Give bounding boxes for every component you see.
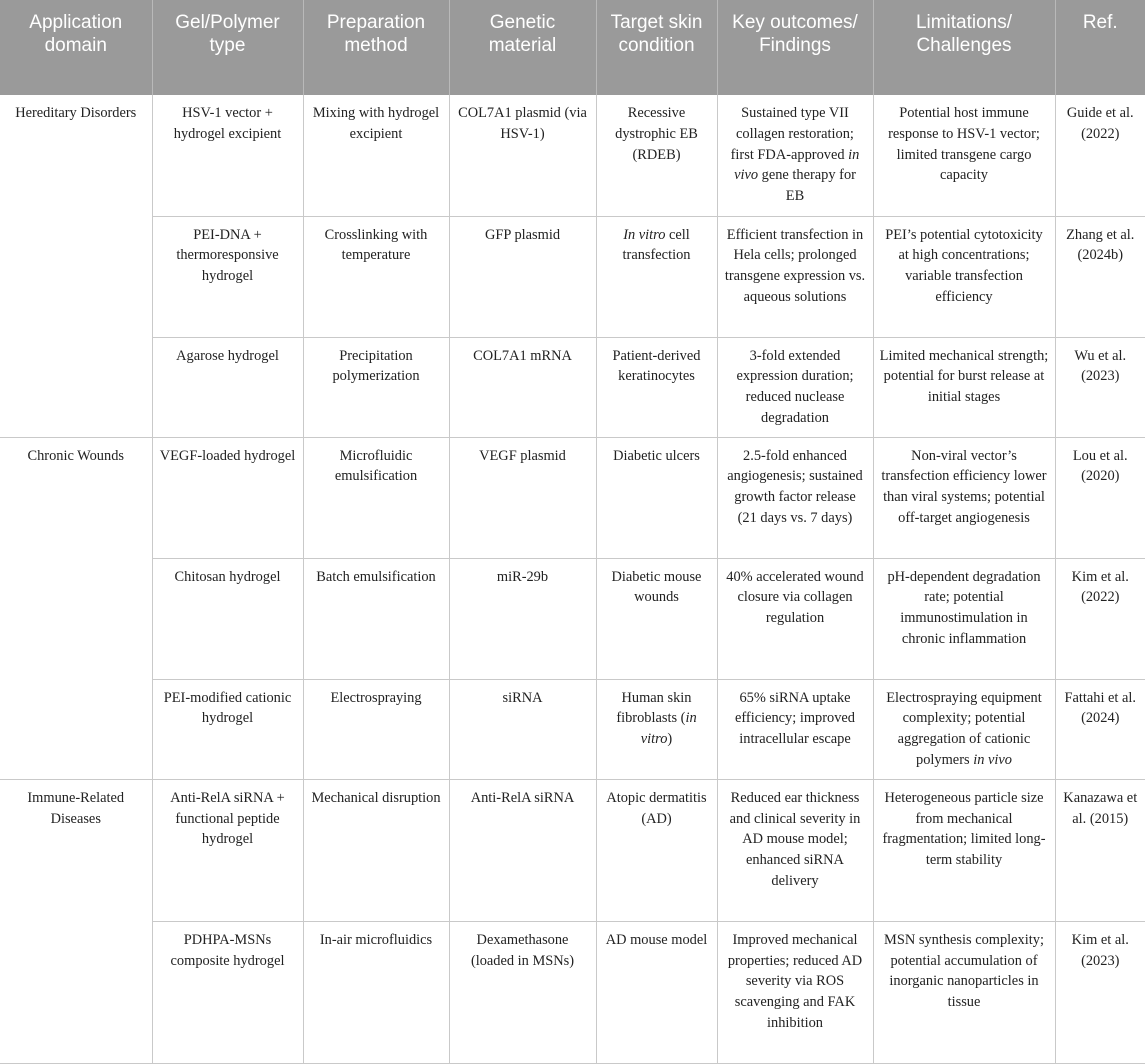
table-row	[0, 558, 1145, 679]
limits-cell: Limited mechanical strength; potential for burst release at initial stages	[873, 337, 1055, 437]
gel-cell: PEI-modified cationic hydrogel	[152, 679, 303, 779]
ref-cell: Kanazawa et al. (2015)	[1055, 779, 1145, 921]
target-cell: Atopic dermatitis (AD)	[596, 779, 717, 921]
header-preparation-method: Preparation method	[303, 0, 449, 95]
gel-cell: PEI-DNA + thermoresponsive hydrogel	[152, 216, 303, 337]
genetic-cell: Dexamethasone (loaded in MSNs)	[449, 921, 596, 1063]
prep-cell: Mixing with hydrogel excipient	[303, 95, 449, 216]
target-cell	[596, 216, 717, 337]
domain-cell: Immune-Related Diseases	[0, 779, 152, 1063]
outcomes-cell: 2.5-fold enhanced angiogenesis; sustained growth factor release (21 days vs. 7 days)	[717, 437, 873, 558]
gel-cell: PDHPA-MSNs composite hydrogel	[152, 921, 303, 1063]
table-row	[0, 679, 1145, 779]
genetic-cell: siRNA	[449, 679, 596, 779]
header-key-outcomes: Key outcomes/ Findings	[717, 0, 873, 95]
limits-cell: MSN synthesis complexity; potential accumulation of inorganic nanoparticles in tissue	[873, 921, 1055, 1063]
gel-cell: Chitosan hydrogel	[152, 558, 303, 679]
gel-cell: Agarose hydrogel	[152, 337, 303, 437]
genetic-cell: miR-29b	[449, 558, 596, 679]
outcomes-cell: 3-fold extended expression duration; reduced nuclease degradation	[717, 337, 873, 437]
prep-cell: Mechanical disruption	[303, 779, 449, 921]
domain-cell: Chronic Wounds	[0, 437, 152, 779]
table-body	[0, 95, 1145, 1063]
outcomes-text: Sustained type VII collagen restoration; first FDA-approved	[730, 105, 854, 163]
outcomes-cell: 40% accelerated wound closure via collagen regulation	[717, 558, 873, 679]
header-application-domain: Application domain	[0, 0, 152, 95]
target-text-end: )	[667, 731, 673, 748]
prep-cell: Microfluidic emulsification	[303, 437, 449, 558]
outcomes-italic: in vivo	[734, 146, 860, 184]
outcomes-cell: Improved mechanical properties; reduced AD severity via ROS scavenging and FAK inhibition	[717, 921, 873, 1063]
target-cell: Diabetic mouse wounds	[596, 558, 717, 679]
limits-cell: PEI’s potential cytotoxicity at high concentrations; variable transfection efficiency	[873, 216, 1055, 337]
prep-cell: Electrospraying	[303, 679, 449, 779]
limits-text: Electrospraying equipment complexity; potential aggregation of cationic polymers	[886, 689, 1042, 769]
ref-cell: Guide et al. (2022)	[1055, 95, 1145, 216]
target-cell: Recessive dystrophic EB (RDEB)	[596, 95, 717, 216]
genetic-cell: VEGF plasmid	[449, 437, 596, 558]
outcomes-text-end: gene therapy for EB	[761, 167, 856, 205]
prep-cell: Crosslinking with temperature	[303, 216, 449, 337]
header-genetic-material: Genetic material	[449, 0, 596, 95]
table-row	[0, 779, 1145, 921]
target-cell	[596, 679, 717, 779]
gel-cell: VEGF-loaded hydrogel	[152, 437, 303, 558]
table-row	[0, 95, 1145, 216]
prep-cell: In-air microfluidics	[303, 921, 449, 1063]
ref-cell: Kim et al. (2023)	[1055, 921, 1145, 1063]
target-text: cell transfection	[622, 226, 691, 264]
target-cell: Diabetic ulcers	[596, 437, 717, 558]
limits-cell	[873, 679, 1055, 779]
target-italic: In vitro	[623, 226, 666, 243]
target-cell: Patient-derived keratinocytes	[596, 337, 717, 437]
outcomes-cell	[717, 95, 873, 216]
genetic-cell: COL7A1 plasmid (via HSV-1)	[449, 95, 596, 216]
table-header	[0, 0, 1145, 95]
genetic-cell: GFP plasmid	[449, 216, 596, 337]
target-text: Human skin fibroblasts (	[616, 689, 692, 727]
header-target-skin-condition: Target skin condition	[596, 0, 717, 95]
table-row	[0, 437, 1145, 558]
ref-cell: Lou et al. (2020)	[1055, 437, 1145, 558]
genetic-cell: Anti-RelA siRNA	[449, 779, 596, 921]
header-limitations: Limitations/ Challenges	[873, 0, 1055, 95]
gel-cell: Anti-RelA siRNA + functional peptide hydrogel	[152, 779, 303, 921]
ref-cell: Wu et al. (2023)	[1055, 337, 1145, 437]
ref-cell: Fattahi et al. (2024)	[1055, 679, 1145, 779]
outcomes-cell: Efficient transfection in Hela cells; prolonged transgene expression vs. aqueous solutions	[717, 216, 873, 337]
outcomes-cell: 65% siRNA uptake efficiency; improved intracellular escape	[717, 679, 873, 779]
header-gel-polymer-type: Gel/Polymer type	[152, 0, 303, 95]
ref-cell: Zhang et al. (2024b)	[1055, 216, 1145, 337]
outcomes-cell: Reduced ear thickness and clinical severity in AD mouse model; enhanced siRNA delivery	[717, 779, 873, 921]
table-row	[0, 337, 1145, 437]
gel-cell: HSV-1 vector + hydrogel excipient	[152, 95, 303, 216]
prep-cell: Batch emulsification	[303, 558, 449, 679]
limits-italic: in vivo	[973, 752, 1012, 769]
limits-cell: pH-dependent degradation rate; potential immunostimulation in chronic inflammation	[873, 558, 1055, 679]
prep-cell: Precipitation polymerization	[303, 337, 449, 437]
ref-cell: Kim et al. (2022)	[1055, 558, 1145, 679]
header-row	[0, 0, 1145, 95]
limits-cell: Heterogeneous particle size from mechanical fragmentation; limited long-term stability	[873, 779, 1055, 921]
target-cell: AD mouse model	[596, 921, 717, 1063]
limits-cell: Potential host immune response to HSV-1 vector; limited transgene cargo capacity	[873, 95, 1055, 216]
limits-cell: Non-viral vector’s transfection efficiency lower than viral systems; potential off-target angiogenesis	[873, 437, 1055, 558]
table-row	[0, 921, 1145, 1063]
genetic-cell: COL7A1 mRNA	[449, 337, 596, 437]
table-row	[0, 216, 1145, 337]
header-ref: Ref.	[1055, 0, 1145, 95]
target-italic: in vitro	[640, 710, 697, 748]
domain-cell: Hereditary Disorders	[0, 95, 152, 437]
